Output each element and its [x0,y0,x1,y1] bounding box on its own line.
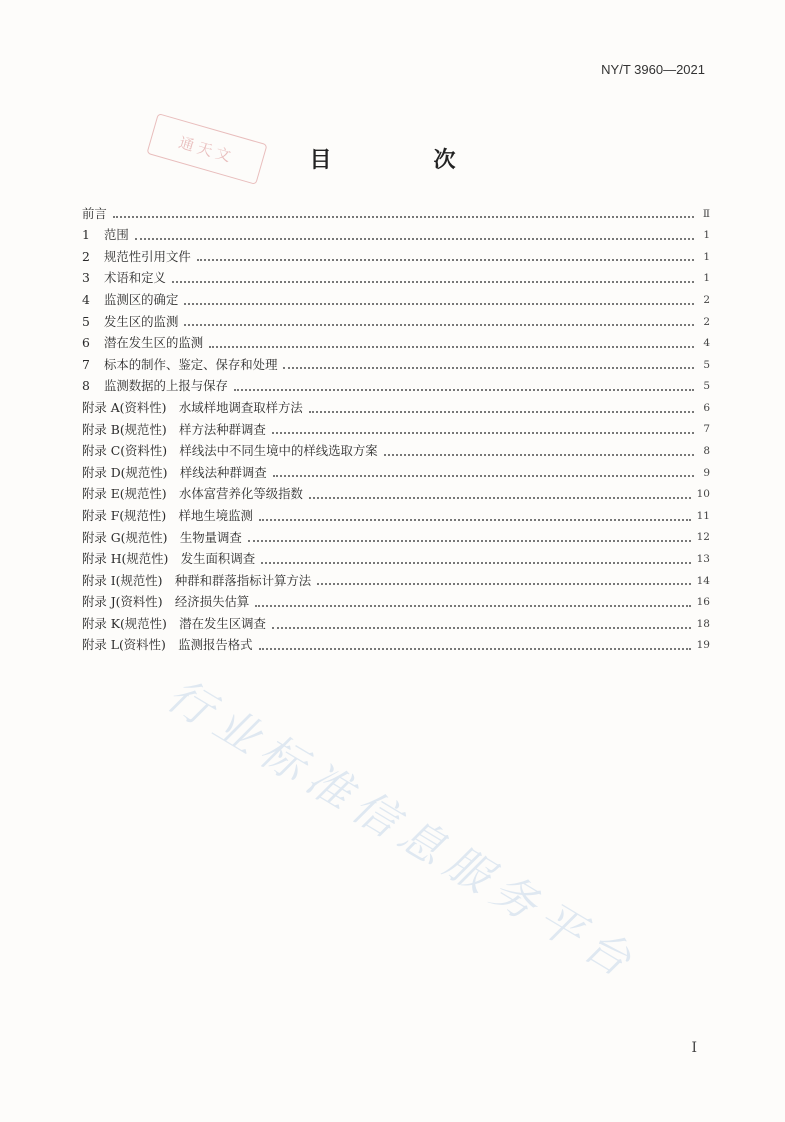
dot-leader [234,388,694,391]
stamp-text: 通天文 [176,132,237,166]
watermark: 行业标准信息服务平台 [158,669,648,992]
toc-entry[interactable] [82,441,710,463]
toc-entry[interactable] [82,354,710,376]
toc-entry-label: 规范性引用文件 [104,248,191,264]
toc-entry-page: 2 [703,293,710,306]
dot-leader [259,518,691,521]
toc-entry-label: 附录 F(规范性) 样地生境监测 [82,507,253,523]
toc-entry-page: 18 [696,617,710,630]
toc-entry-label: 术语和定义 [104,270,166,286]
dot-leader [255,604,690,607]
toc-entry-label: 附录 J(资料性) 经济损失估算 [82,594,250,610]
toc-entry-label: 附录 A(资料性) 水域样地调查取样方法 [82,399,303,415]
toc-entry-page: 19 [696,639,710,652]
toc-entry-number: 7 [82,356,90,372]
toc-entry-page: 5 [703,358,710,371]
toc-entry-label: 潜在发生区的监测 [104,335,204,351]
toc-entry-page: 1 [703,272,710,285]
toc-entry-number: 4 [82,291,90,307]
dot-leader [273,474,694,477]
toc-entry-page: 7 [703,423,710,436]
toc-entry[interactable] [82,592,710,614]
toc-entry-label: 发生区的监测 [104,313,179,329]
toc-entry[interactable] [82,289,710,311]
toc-entry-label: 前言 [82,205,107,221]
dot-leader [259,647,691,650]
toc-entry-label: 监测数据的上报与保存 [104,378,228,394]
toc-entry-page: Ⅱ [702,207,710,220]
dot-leader [209,345,694,348]
toc-entry-label: 范围 [104,227,129,243]
toc-entry[interactable] [82,268,710,290]
toc-entry-page: 1 [703,229,710,242]
toc-entry-page: 4 [703,337,710,350]
toc-entry[interactable] [82,246,710,268]
toc-entry-label: 附录 I(规范性) 种群和群落指标计算方法 [82,572,312,588]
toc-entry-page: 14 [696,574,710,587]
toc-entry-label: 附录 K(规范性) 潜在发生区调查 [82,615,266,631]
dot-leader [261,561,691,564]
dot-leader [172,280,694,283]
dot-leader [309,496,691,499]
page-number: Ⅰ [691,1040,697,1056]
toc-entry-label: 标本的制作、鉴定、保存和处理 [104,356,278,372]
table-of-contents [82,203,710,656]
toc-entry-number: 5 [82,313,90,329]
toc-entry-page: 1 [703,250,710,263]
toc-entry[interactable] [82,203,710,225]
dot-leader [272,626,691,629]
toc-entry[interactable] [82,462,710,484]
toc-entry-page: 9 [703,466,710,479]
dot-leader [283,366,694,369]
toc-entry-number: 1 [82,227,90,243]
toc-entry[interactable] [82,333,710,355]
dot-leader [184,302,694,305]
toc-entry[interactable] [82,613,710,635]
dot-leader [135,237,694,240]
toc-entry-label: 附录 H(规范性) 发生面积调查 [82,551,256,567]
toc-entry-page: 8 [703,445,710,458]
toc-entry[interactable] [82,570,710,592]
toc-entry-label: 附录 D(规范性) 样线法种群调查 [82,464,267,480]
toc-entry[interactable] [82,484,710,506]
toc-entry[interactable] [82,225,710,247]
toc-entry-label: 附录 L(资料性) 监测报告格式 [82,637,253,653]
toc-entry-label: 附录 G(规范性) 生物量调查 [82,529,242,545]
toc-entry-label: 附录 B(规范性) 样方法种群调查 [82,421,266,437]
page-title: 目 次 [309,148,496,173]
dot-leader [309,410,694,413]
toc-entry-number: 6 [82,335,90,351]
toc-entry-number: 2 [82,248,90,264]
toc-entry-page: 6 [703,401,710,414]
toc-entry[interactable] [82,635,710,657]
dot-leader [248,539,691,542]
toc-entry-label: 附录 E(规范性) 水体富营养化等级指数 [82,486,303,502]
toc-entry-number: 8 [82,378,90,394]
toc-entry[interactable] [82,527,710,549]
toc-entry[interactable] [82,376,710,398]
toc-entry-page: 13 [696,553,710,566]
dot-leader [197,258,694,261]
toc-entry-page: 16 [696,596,710,609]
toc-entry[interactable] [82,549,710,571]
dot-leader [317,582,690,585]
toc-entry-page: 2 [703,315,710,328]
dot-leader [384,453,694,456]
toc-entry[interactable] [82,419,710,441]
toc-entry-page: 10 [696,488,710,501]
toc-entry-page: 11 [696,509,710,522]
standard-number: NY/T 3960—2021 [601,62,705,77]
toc-entry-page: 12 [696,531,710,544]
toc-entry[interactable] [82,397,710,419]
dot-leader [272,431,694,434]
toc-entry-label: 监测区的确定 [104,291,179,307]
dot-leader [113,215,694,218]
toc-entry-label: 附录 C(资料性) 样线法中不同生境中的样线选取方案 [82,443,378,459]
toc-entry[interactable] [82,311,710,333]
toc-entry-page: 5 [703,380,710,393]
toc-entry-number: 3 [82,270,90,286]
toc-entry[interactable] [82,505,710,527]
dot-leader [184,323,694,326]
